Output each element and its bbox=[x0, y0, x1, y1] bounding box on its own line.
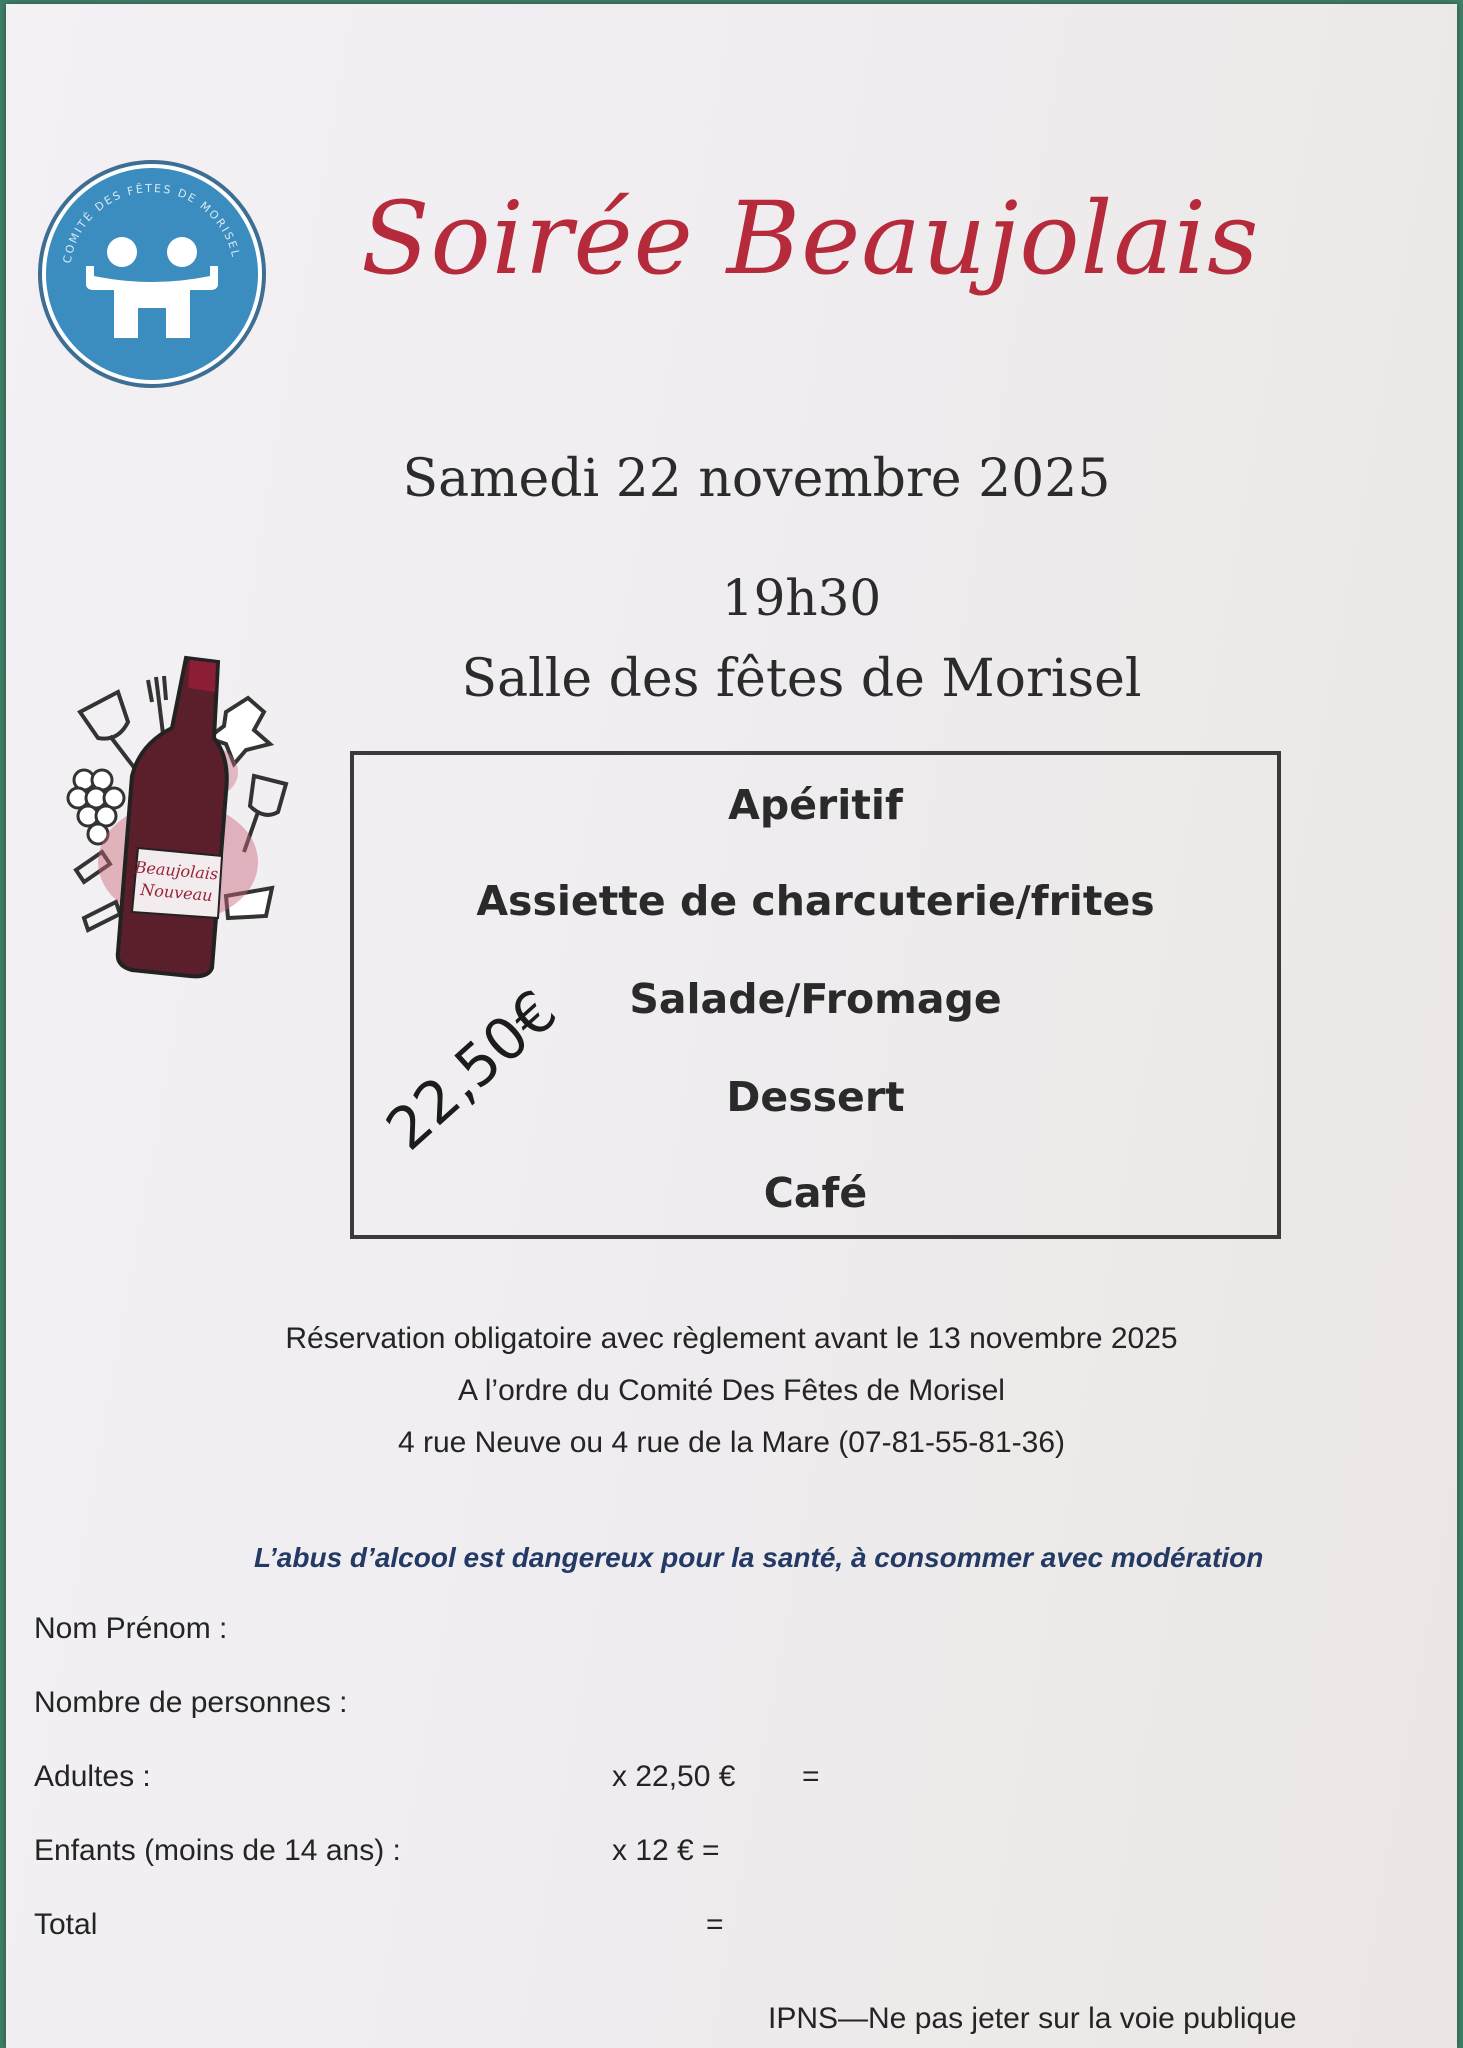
form-adults-price: x 22,50 € bbox=[612, 1760, 736, 1793]
svg-text:Nouveau: Nouveau bbox=[139, 879, 214, 906]
event-time: 19h30 bbox=[721, 569, 882, 627]
menu-item-aperitif: Apéritif bbox=[728, 781, 903, 829]
wine-glass-left-icon bbox=[80, 692, 136, 770]
event-title: Soirée Beaujolais bbox=[361, 180, 1260, 297]
menu-item-charcuterie: Assiette de charcuterie/frites bbox=[476, 877, 1155, 925]
svg-text:COMITÉ DES FÊTES DE MORISEL: COMITÉ DES FÊTES DE MORISEL bbox=[60, 181, 243, 265]
menu-price: 22,50€ bbox=[373, 976, 570, 1164]
event-date: Samedi 22 novembre 2025 bbox=[402, 449, 1111, 509]
menu-item-cafe: Café bbox=[763, 1169, 868, 1217]
form-children-price: x 12 € = bbox=[612, 1834, 720, 1867]
form-children-label: Enfants (moins de 14 ans) : bbox=[34, 1834, 401, 1867]
address-phone-info: 4 rue Neuve ou 4 rue de la Mare (07-81-55-81-36) bbox=[397, 1426, 1066, 1459]
committee-logo bbox=[34, 156, 270, 392]
wine-bottle-illustration bbox=[58, 652, 298, 982]
form-total-label: Total bbox=[34, 1908, 98, 1941]
form-count-label: Nombre de personnes : bbox=[34, 1686, 348, 1719]
reservation-info: Réservation obligatoire avec règlement avant le 13 novembre 2025 bbox=[285, 1322, 1178, 1355]
form-total-equals: = bbox=[706, 1908, 724, 1941]
menu-item-salade-fromage: Salade/Fromage bbox=[629, 975, 1002, 1023]
form-adults-equals: = bbox=[802, 1760, 820, 1793]
form-name-label: Nom Prénom : bbox=[34, 1612, 228, 1645]
event-venue: Salle des fêtes de Morisel bbox=[461, 649, 1142, 709]
ipns-footer: IPNS—Ne pas jeter sur la voie publique bbox=[768, 2002, 1297, 2035]
menu-box bbox=[350, 751, 1281, 1239]
svg-text:Beaujolais: Beaujolais bbox=[133, 857, 219, 884]
menu-item-dessert: Dessert bbox=[726, 1073, 905, 1121]
payee-info: A l’ordre du Comité Des Fêtes de Morisel bbox=[458, 1374, 1005, 1407]
flyer-page bbox=[6, 4, 1457, 2048]
alcohol-warning: L’abus d’alcool est dangereux pour la santé, à consommer avec modération bbox=[254, 1542, 1264, 1573]
form-adults-label: Adultes : bbox=[34, 1760, 151, 1793]
